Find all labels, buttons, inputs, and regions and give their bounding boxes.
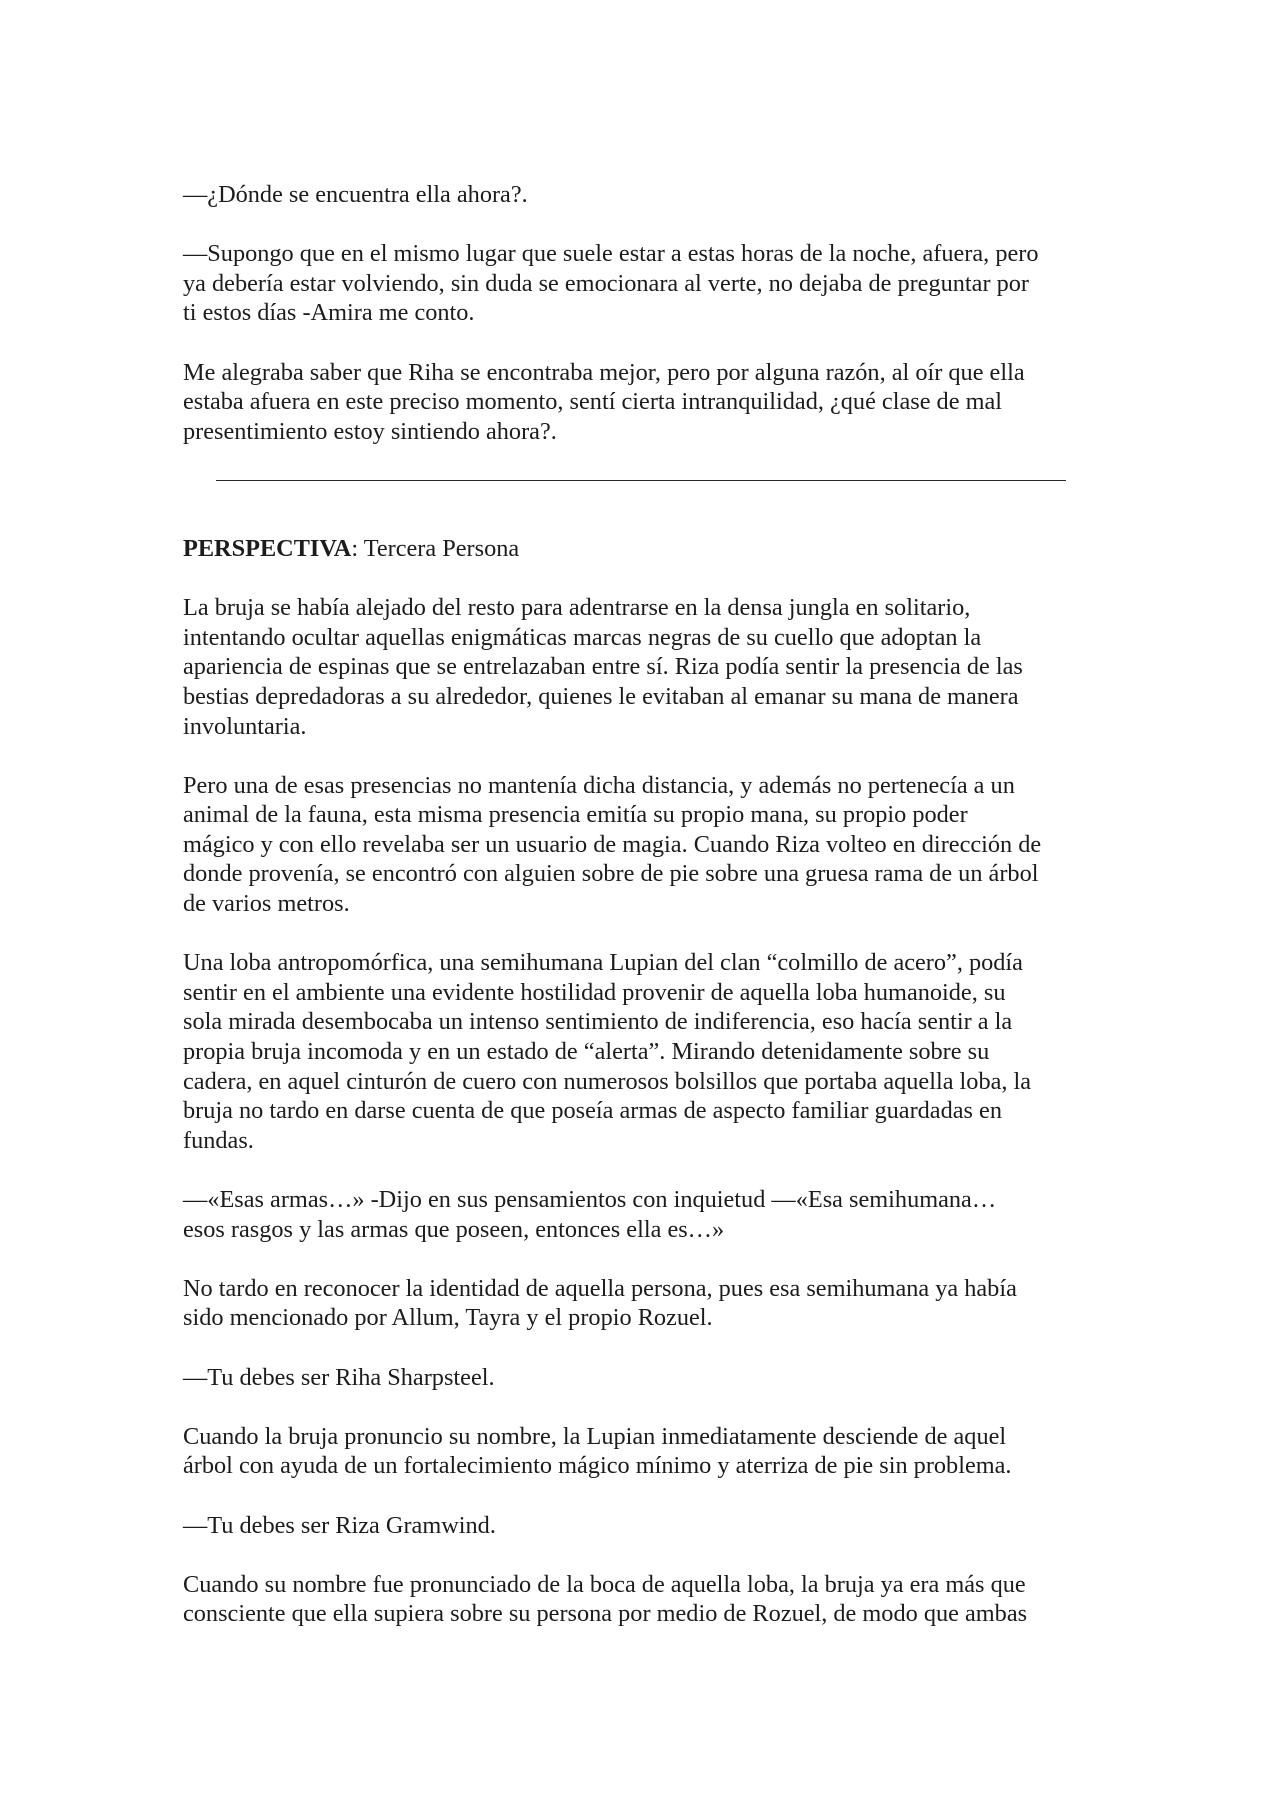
paragraph: No tardo en reconocer la identidad de aquella persona, pues esa semihumana ya había sido mencionado por Allum, Tayra y el propio Rozuel. [183, 1274, 1017, 1332]
section-divider [216, 480, 1066, 482]
paragraph: —«Esas armas…» -Dijo en sus pensamientos con inquietud —«Esa semihumana… esos rasgos y las armas que poseen, entonces ella es…» [183, 1186, 997, 1243]
paragraph: —¿Dónde se encuentra ella ahora?. [183, 181, 528, 208]
document-body [183, 180, 1103, 1659]
paragraph: —Tu debes ser Riha Sharpsteel. [183, 1363, 495, 1391]
paragraph: La bruja se había alejado del resto para adentrarse en la densa jungla en solitario, intentando ocultar aquellas enigmáticas marcas negras de su cuello que adoptan la apariencia de espinas que se entrelazaban entre sí. Riza podía sentir la presencia de las bestias depredadoras a su alrededor, quienes le evitaban al emanar su mana de manera involuntaria. [183, 594, 1023, 740]
perspective-label: PERSPECTIVA [183, 534, 352, 562]
paragraph: Cuando la bruja pronuncio su nombre, la Lupian inmediatamente desciende de aquel árbol con ayuda de un fortalecimiento mágico mínimo y aterriza de pie sin problema. [183, 1422, 1012, 1480]
divider-spacing [183, 506, 1103, 534]
paragraph: Una loba antropomórfica, una semihumana Lupian del clan “colmillo de acero”, podía sentir en el ambiente una evidente hostilidad provenir de aquella loba humanoide, su sola mirada desembocaba un intenso sentimiento de indiferencia, eso hacía sentir a la propia bruja incomoda y en un estado de “alerta”. Mirando detenidamente sobre su cadera, en aquel cinturón de cuero con numerosos bolsillos que portaba aquella loba, la bruja no tardo en darse cuenta de que poseía armas de aspecto familiar guardadas en fundas. [183, 949, 1032, 1154]
paragraph: Me alegraba saber que Riha se encontraba mejor, pero por alguna razón, al oír que ella estaba afuera en este preciso momento, sentí cierta intranquilidad, ¿qué clase de mal presentimiento estoy sintiendo ahora?. [183, 358, 1025, 445]
perspective-value: : Tercera Persona [351, 534, 520, 562]
paragraph: Cuando su nombre fue pronunciado de la boca de aquella loba, la bruja ya era más que consciente que ella supiera sobre su persona por medio de Rozuel, de modo que ambas [183, 1570, 1028, 1628]
paragraph: —Supongo que en el mismo lugar que suele estar a estas horas de la noche, afuera, pero ya debería estar volviendo, sin duda se emocionara al verte, no dejaba de preguntar por ti estos días -Amira me conto. [183, 240, 1039, 327]
perspective-heading [183, 534, 1103, 564]
paragraph: Pero una de esas presencias no mantenía dicha distancia, y además no pertenecía a un animal de la fauna, esta misma presencia emitía su propio mana, su propio poder mágico y con ello revelaba ser un usuario de magia. Cuando Riza volteo en dirección de donde provenía, se encontró con alguien sobre de pie sobre una gruesa rama de un árbol de varios metros. [183, 771, 1042, 918]
paragraph: —Tu debes ser Riza Gramwind. [183, 1511, 496, 1539]
